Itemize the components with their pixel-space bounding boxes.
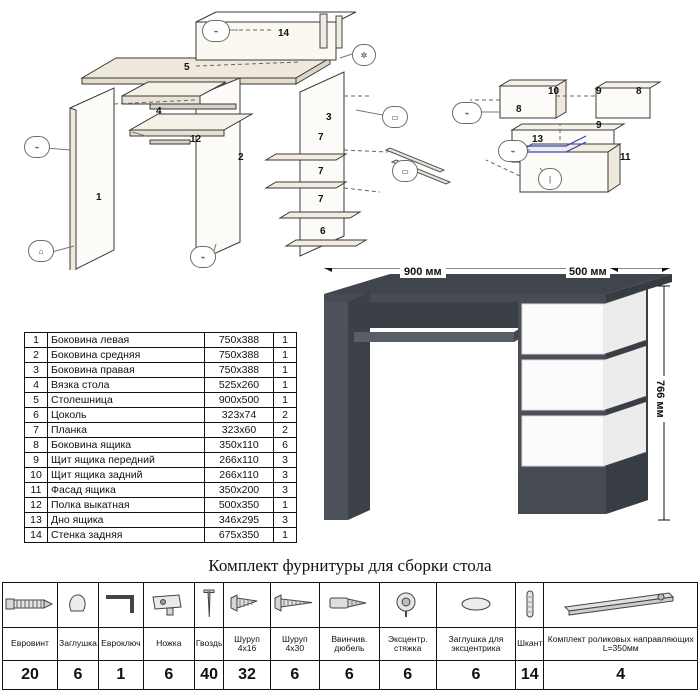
- part-number: 4: [25, 378, 48, 393]
- part-dim: 266x110: [205, 468, 274, 483]
- part-name: Планка: [48, 423, 205, 438]
- euro-screw-icon: ⌁: [200, 252, 206, 262]
- hardware-callout-8: [452, 102, 482, 124]
- hardware-name: Ножка: [143, 628, 194, 661]
- hardware-callout-4: [202, 20, 230, 42]
- desk-svg: [318, 268, 678, 548]
- part-number: 10: [25, 468, 48, 483]
- part-number: 12: [25, 498, 48, 513]
- part-callout-3: 3: [326, 112, 332, 123]
- dowel-icon: ▭: [391, 112, 399, 122]
- part-qty: 3: [274, 453, 297, 468]
- part-number: 5: [25, 393, 48, 408]
- part-qty: 1: [274, 333, 297, 348]
- hardware-callout-1: [24, 136, 50, 158]
- screw-4x30-icon: [272, 589, 318, 619]
- hardware-count: 6: [436, 661, 515, 690]
- table-row: [25, 408, 297, 423]
- dowel-icon: [520, 587, 540, 621]
- hardware-callout-7: [392, 160, 418, 182]
- drawer-slide-icon-cell: [544, 583, 698, 628]
- table-row: [25, 498, 297, 513]
- hardware-count: 6: [379, 661, 436, 690]
- hardware-section-title: Комплект фурнитуры для сборки стола: [208, 556, 492, 575]
- part-callout-7b: 7: [318, 166, 324, 177]
- part-name: Полка выкатная: [48, 498, 205, 513]
- part-name: Вязка стола: [48, 378, 205, 393]
- parts-table: [24, 332, 297, 543]
- hardware-callout-5: [352, 44, 376, 66]
- hardware-name: Гвоздь: [194, 628, 224, 661]
- part-dim: 346x295: [205, 513, 274, 528]
- part-dim: 750x388: [205, 363, 274, 378]
- euro-screw-icon-cell: [3, 583, 58, 628]
- table-row: [25, 378, 297, 393]
- allen-key-icon-cell: [98, 583, 143, 628]
- part-callout-12: 12: [190, 134, 202, 145]
- leg-icon: ⌂: [38, 246, 44, 256]
- part-number: 7: [25, 423, 48, 438]
- part-name: Столешница: [48, 393, 205, 408]
- part-dim: 525x260: [205, 378, 274, 393]
- allen-key-icon: [100, 589, 142, 619]
- part-callout-14: 14: [278, 28, 290, 39]
- table-row: [25, 438, 297, 453]
- part-qty: 2: [274, 423, 297, 438]
- part-number: 13: [25, 513, 48, 528]
- part-name: Боковина левая: [48, 333, 205, 348]
- hardware-count: 40: [194, 661, 224, 690]
- part-name: Боковина ящика: [48, 438, 205, 453]
- hardware-name: Ввинчив. дюбель: [319, 628, 379, 661]
- hardware-count: 20: [3, 661, 58, 690]
- table-row: [25, 483, 297, 498]
- part-number: 6: [25, 408, 48, 423]
- part-qty: 1: [274, 498, 297, 513]
- part-callout-4: 4: [156, 106, 162, 117]
- hardware-count: 32: [224, 661, 270, 690]
- part-callout-1: 1: [96, 192, 102, 203]
- part-name: Боковина правая: [48, 363, 205, 378]
- screw-4x16-icon: [227, 589, 267, 619]
- part-dim: 675x350: [205, 528, 274, 543]
- screw-4x16-icon: ⌁: [464, 108, 470, 118]
- part-callout-9b: 9: [596, 120, 602, 131]
- eccentric-tie-icon-cell: [379, 583, 436, 628]
- part-dim: 350x200: [205, 483, 274, 498]
- part-qty: 3: [274, 468, 297, 483]
- hardware-name: Эксцентр. стяжка: [379, 628, 436, 661]
- part-dim: 350x110: [205, 438, 274, 453]
- part-qty: 1: [274, 363, 297, 378]
- hardware-name: Шкант: [516, 628, 544, 661]
- part-dim: 323x60: [205, 423, 274, 438]
- part-callout-7c: 7: [318, 194, 324, 205]
- part-dim: 323x74: [205, 408, 274, 423]
- exploded-assembly-diagram: [0, 0, 700, 270]
- hardware-count: 6: [270, 661, 319, 690]
- exploded-diagram-svg: [0, 0, 700, 270]
- part-dim: 266x110: [205, 453, 274, 468]
- part-name: Щит ящика задний: [48, 468, 205, 483]
- hardware-table: [2, 582, 698, 690]
- part-name: Стенка задняя: [48, 528, 205, 543]
- table-row: [25, 363, 297, 378]
- part-dim: 750x388: [205, 333, 274, 348]
- hardware-count: 6: [58, 661, 99, 690]
- nail-icon: |: [548, 174, 552, 184]
- part-qty: 3: [274, 513, 297, 528]
- hardware-count: 6: [319, 661, 379, 690]
- part-dim: 750x388: [205, 348, 274, 363]
- part-qty: 1: [274, 393, 297, 408]
- part-callout-7a: 7: [318, 132, 324, 143]
- hardware-callout-9: [498, 140, 528, 162]
- part-qty: 1: [274, 348, 297, 363]
- part-callout-11: 11: [620, 152, 631, 163]
- part-qty: 3: [274, 483, 297, 498]
- hardware-name: Евровинт: [3, 628, 58, 661]
- eccentric-tie-icon: ✲: [360, 50, 368, 60]
- part-number: 1: [25, 333, 48, 348]
- part-number: 14: [25, 528, 48, 543]
- drawer-slide-icon: ▭: [401, 166, 409, 176]
- hardware-count: 4: [544, 661, 698, 690]
- eccentric-cap-icon: [456, 591, 496, 617]
- cap-plug-icon: [63, 589, 93, 619]
- drawer-slide-icon: [561, 587, 681, 621]
- screw-in-dowel-icon: [326, 589, 372, 619]
- hardware-name: Заглушка для эксцентрика: [436, 628, 515, 661]
- hardware-names-row: [3, 628, 698, 661]
- part-name: Цоколь: [48, 408, 205, 423]
- table-row: [25, 513, 297, 528]
- table-row: [25, 423, 297, 438]
- part-callout-8a: 8: [636, 86, 642, 97]
- cap-plug-icon-cell: [58, 583, 99, 628]
- euro-screw-icon: [4, 589, 56, 619]
- part-number: 2: [25, 348, 48, 363]
- screw-4x30-icon: ⌁: [510, 146, 516, 156]
- part-qty: 6: [274, 438, 297, 453]
- hardware-callout-2: [28, 240, 54, 262]
- nail-icon: [199, 587, 219, 621]
- hardware-count: 1: [98, 661, 143, 690]
- table-row: [25, 393, 297, 408]
- table-row: [25, 348, 297, 363]
- furniture-leg-icon-cell: [143, 583, 194, 628]
- hardware-name: Комплект роликовых направляющих L=350мм: [544, 628, 698, 661]
- hardware-name: Шуруп 4х16: [224, 628, 270, 661]
- part-callout-5: 5: [184, 62, 190, 73]
- part-callout-2: 2: [238, 152, 244, 163]
- screw-4x16-icon-cell: [224, 583, 270, 628]
- dowel-icon-cell: [516, 583, 544, 628]
- table-row: [25, 333, 297, 348]
- nail-icon-cell: [194, 583, 224, 628]
- hardware-count: 14: [516, 661, 544, 690]
- part-callout-10: 10: [548, 86, 560, 97]
- hardware-callout-3: [190, 246, 216, 268]
- hardware-count: 6: [143, 661, 194, 690]
- part-callout-6: 6: [320, 226, 326, 237]
- hardware-name: Евроключ: [98, 628, 143, 661]
- furniture-leg-icon: [145, 589, 193, 619]
- euro-screw-icon: ⌁: [34, 142, 40, 152]
- table-row: [25, 453, 297, 468]
- hardware-counts-row: [3, 661, 698, 690]
- part-number: 3: [25, 363, 48, 378]
- dimension-width: 900 мм: [400, 266, 446, 278]
- part-name: Щит ящика передний: [48, 453, 205, 468]
- dimension-depth: 500 мм: [566, 266, 610, 278]
- hardware-name: Шуруп 4х30: [270, 628, 319, 661]
- nail-icon: ⌁: [213, 26, 219, 36]
- part-name: Дно ящика: [48, 513, 205, 528]
- hardware-callout-6: [382, 106, 408, 128]
- part-number: 9: [25, 453, 48, 468]
- table-row: [25, 528, 297, 543]
- part-number: 8: [25, 438, 48, 453]
- part-callout-13: 13: [532, 134, 544, 145]
- hardware-icons-row: [3, 583, 698, 628]
- eccentric-cap-icon-cell: [436, 583, 515, 628]
- part-dim: 500x350: [205, 498, 274, 513]
- eccentric-tie-icon: [390, 588, 426, 620]
- part-qty: 1: [274, 528, 297, 543]
- hardware-callout-10: [538, 168, 562, 190]
- screw-in-dowel-icon-cell: [319, 583, 379, 628]
- part-name: Боковина средняя: [48, 348, 205, 363]
- desk-render: [318, 268, 678, 548]
- hardware-name: Заглушка: [58, 628, 99, 661]
- part-qty: 2: [274, 408, 297, 423]
- part-dim: 900x500: [205, 393, 274, 408]
- table-row: [25, 468, 297, 483]
- parts-table-body: [25, 333, 297, 543]
- part-qty: 1: [274, 378, 297, 393]
- part-number: 11: [25, 483, 48, 498]
- part-callout-9a: 9: [596, 86, 602, 97]
- screw-4x30-icon-cell: [270, 583, 319, 628]
- part-callout-8b: 8: [516, 104, 522, 115]
- part-name: Фасад ящика: [48, 483, 205, 498]
- dimension-height: 766 мм: [654, 376, 666, 422]
